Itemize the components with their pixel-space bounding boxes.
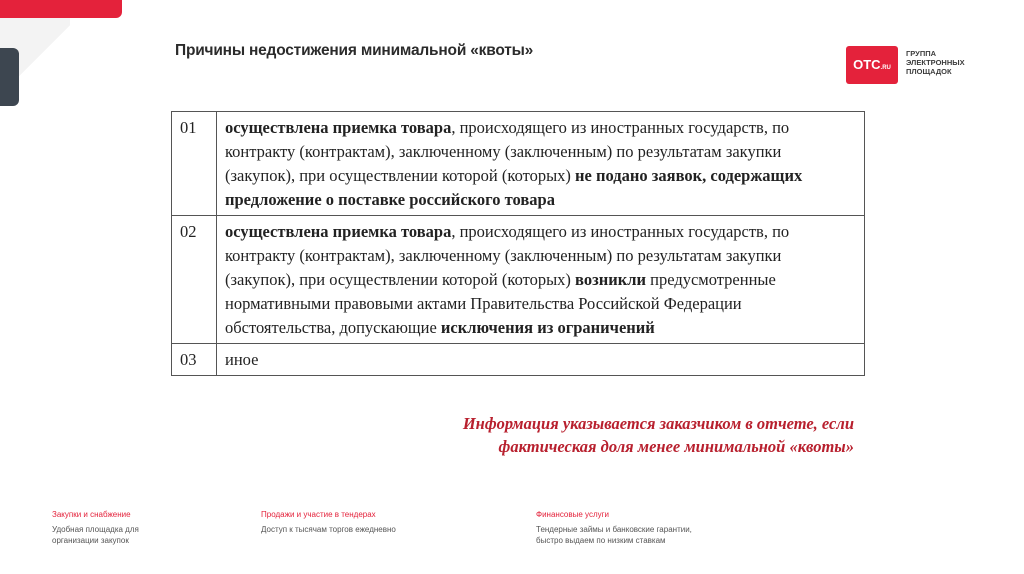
table-row xyxy=(172,112,865,216)
footer-subtitle: Удобная площадка для xyxy=(52,525,139,534)
footer-title[interactable]: Финансовые услуги xyxy=(536,510,610,519)
logo-mark xyxy=(846,46,898,84)
table-row xyxy=(172,216,865,344)
row-text xyxy=(217,216,865,344)
info-note xyxy=(334,412,854,458)
row-number: 01 xyxy=(172,112,217,216)
row-plain-text: предусмотренные нормативными правовыми актами Правительства Российской Федерации обстоятельства, допускающие xyxy=(225,270,776,337)
info-note-line: фактическая доля менее минимальной «квоты» xyxy=(498,437,854,456)
logo-mark-text: ОТС xyxy=(853,57,881,72)
footer-title[interactable]: Закупки и снабжение xyxy=(52,510,131,519)
footer-subtitle: Тендерные займы и банковские гарантии, xyxy=(536,525,692,534)
side-navigation-tab[interactable] xyxy=(0,48,19,106)
top-accent-tab xyxy=(0,0,122,18)
row-bold-text: исключения из ограничений xyxy=(440,318,655,337)
footer-subtitle: организации закупок xyxy=(52,536,129,545)
logo-caption-line: ГРУППА xyxy=(906,49,937,58)
logo-mark-suffix: .RU xyxy=(880,65,891,71)
row-bold-text: возникли xyxy=(575,270,647,289)
row-text xyxy=(217,344,865,376)
row-bold-text: осуществлена приемка товара xyxy=(225,118,452,137)
footer-subtitle: Доступ к тысячам торгов ежедневно xyxy=(261,525,396,534)
row-text xyxy=(217,112,865,216)
row-plain-text: , происходящего из иностранных государств, по контракту (контрактам), заключенному (заключенным) по результатам закупки (закупок), при осуществлении которой (которых) xyxy=(225,118,790,185)
footer-subtitle: быстро выдаем по низким ставкам xyxy=(536,536,666,545)
row-bold-text: не подано заявок, содержащих предложение о поставке российского товара xyxy=(225,166,803,209)
reasons-table xyxy=(171,111,865,376)
logo-caption-line: ПЛОЩАДОК xyxy=(906,67,952,76)
row-bold-text: осуществлена приемка товара xyxy=(225,222,452,241)
info-note-line: Информация указывается заказчиком в отчете, если xyxy=(462,414,854,433)
table-row xyxy=(172,344,865,376)
footer-finance[interactable] xyxy=(536,509,736,546)
logo-caption xyxy=(906,49,1016,76)
footer-sales[interactable] xyxy=(261,509,461,535)
page-title: Причины недостижения минимальной «квоты» xyxy=(175,42,534,59)
row-number: 02 xyxy=(172,216,217,344)
footer-title[interactable]: Продажи и участие в тендерах xyxy=(261,510,376,519)
footer-procurement[interactable] xyxy=(52,509,202,546)
row-plain-text: иное xyxy=(225,350,259,369)
row-number: 03 xyxy=(172,344,217,376)
logo-caption-line: ЭЛЕКТРОННЫХ xyxy=(906,58,965,67)
row-plain-text: , происходящего из иностранных государств, по контракту (контрактам), заключенному (заключенным) по результатам закупки (закупок), при осуществлении которой (которых) xyxy=(225,222,790,289)
